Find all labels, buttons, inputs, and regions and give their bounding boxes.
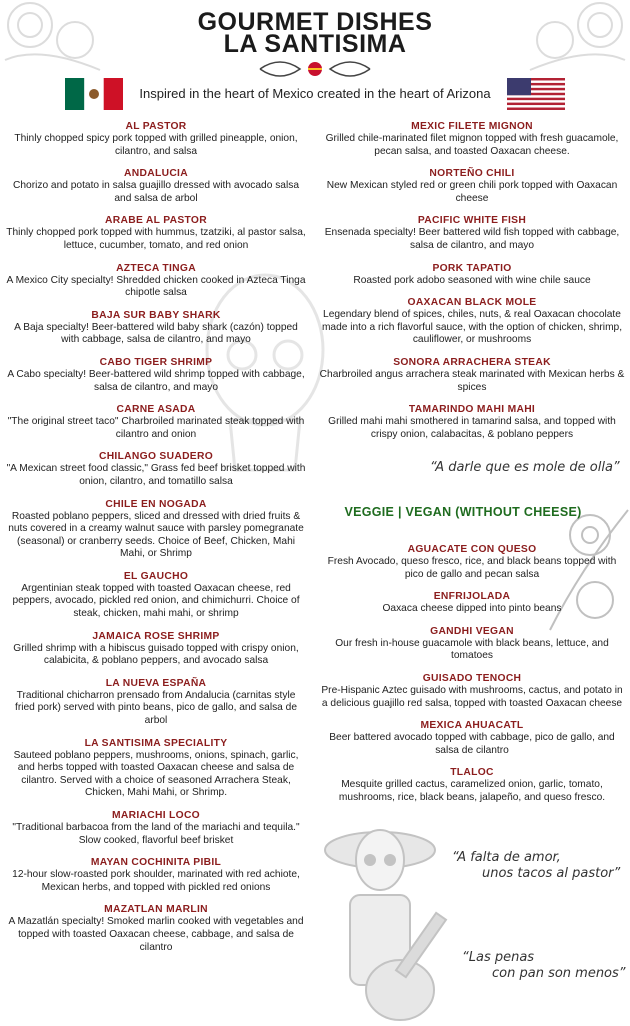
dish-description: 12-hour slow-roasted pork shoulder, marinated with red achiote, Mexican herbs, and topped with pickled red onions — [12, 869, 300, 893]
quote-amor-line1: “A falta de amor, — [452, 850, 561, 865]
dish-description: Fresh Avocado, queso fresco, rice, and black beans topped with pico de gallo and pecan salsa — [327, 556, 617, 580]
dish-description: "The original street taco" Charbroiled marinated steak topped with cilantro and onion — [7, 416, 305, 440]
dish-name: JAMAICA ROSE SHRIMP — [92, 630, 220, 642]
menu-item — [318, 296, 626, 347]
dish-description: "Traditional barbacoa from the land of the mariachi and tequila." Slow cooked, flavorful beef brisket — [12, 822, 300, 846]
menu-item — [6, 737, 306, 800]
menu-item — [6, 214, 306, 252]
dish-description: Thinly chopped pork topped with hummus, tzatziki, al pastor salsa, lettuce, cucumber, tomato, and red onion — [6, 227, 306, 251]
menu-item — [318, 120, 626, 158]
dish-description: A Mazatlán specialty! Smoked marlin cooked with vegetables and topped with toasted Oaxacan cheese, cabbage, and salsa de cilantro — [8, 916, 304, 953]
dish-name: BAJA SUR BABY SHARK — [91, 309, 221, 321]
dish-name: NORTEÑO CHILI — [429, 168, 515, 180]
quote-penas-line1: “Las penas — [462, 950, 535, 965]
veggie-items-column — [318, 543, 626, 814]
dish-name: MAZATLAN MARLIN — [104, 904, 208, 916]
dish-name: CARNE ASADA — [116, 404, 196, 416]
dish-name: CABO TIGER SHRIMP — [99, 356, 213, 368]
dish-description: Traditional chicharron prensado from Andalucia (carnitas style fried pork) served with pinto beans, pico de gallo, and salsa de arbol — [14, 689, 298, 727]
dish-description: A Mexico City specialty! Shredded chicken cooked in Azteca Tinga chipotle salsa — [6, 274, 306, 299]
menu-right-column — [318, 120, 626, 450]
menu-title-line2: LA SANTISIMA — [223, 30, 407, 58]
dish-description: Mesquite grilled cactus, caramelized onion, garlic, tomato, mushrooms, rice, black beans, jalapeño, and queso fresco. — [338, 779, 606, 803]
dish-name: EL GAUCHO — [123, 570, 189, 582]
mariachi-skeleton-guitar-icon — [320, 810, 470, 1026]
menu-left-column — [6, 120, 306, 963]
menu-item — [6, 570, 306, 621]
menu-item — [318, 766, 626, 804]
dish-name: LA SANTISIMA SPECIALITY — [84, 737, 228, 749]
dish-description: Chorizo and potato in salsa guajillo dressed with avocado salsa and salsa de arbol — [13, 180, 299, 204]
menu-item — [6, 167, 306, 205]
dish-name: PORK TAPATIO — [432, 262, 512, 274]
dish-description: Charbroiled angus arrachera steak marinated with Mexican herbs & spices — [319, 368, 625, 393]
menu-item — [6, 120, 306, 158]
menu-tagline: Inspired in the heart of Mexico created in the heart of Arizona — [139, 86, 491, 101]
dish-description: Argentinian steak topped with toasted Oaxacan cheese, red peppers, avocado, pickled red onion, and chimichurri. Choice of steak, chicken, mahi mahi, or shrimp — [12, 582, 300, 620]
dish-description: Thinly chopped spicy pork topped with grilled pineapple, onion, cilantro, and salsa — [14, 133, 298, 157]
dish-name: ENFRIJOLADA — [433, 591, 511, 603]
menu-item — [318, 356, 626, 394]
dish-name: AGUACATE CON QUESO — [407, 544, 537, 555]
dish-description: Grilled chile-marinated filet mignon topped with fresh guacamole, pecan salsa, and toasted Oaxacan cheese. — [325, 133, 619, 157]
dish-description: Pre-Hispanic Aztec guisado with mushrooms, cactus, and potato in a delicious guajillo red salsa, topped with toasted Oaxacan cheese — [321, 684, 623, 709]
menu-item — [318, 719, 626, 757]
dish-name: OAXACAN BLACK MOLE — [407, 297, 537, 309]
menu-item — [318, 625, 626, 663]
dish-description: Legendary blend of spices, chiles, nuts, & real Oaxacan chocolate made into a rich flavorful sauce, with the option of chicken, shrimp, cauliflower, or mushrooms — [321, 309, 623, 346]
dish-name: MEXIC FILETE MIGNON — [411, 121, 533, 132]
menu-item — [6, 356, 306, 394]
dish-name: PACIFIC WHITE FISH — [417, 215, 527, 227]
menu-item — [6, 262, 306, 300]
dish-name: GUISADO TENOCH — [422, 672, 522, 684]
dish-description: Beer battered avocado topped with cabbage, pico de gallo, and salsa de cilantro — [329, 732, 615, 756]
dish-description: Roasted poblano peppers, sliced and dressed with dried fruits & nuts covered in a creamy walnut sauce with parsley pomegranate (seasonal) or cranberry seeds. Choice of Beef, Chicken, Mahi Mahi, or Shrimp — [8, 510, 304, 560]
dish-description: New Mexican styled red or green chili pork topped with Oaxacan cheese — [326, 180, 618, 204]
veggie-section-title: VEGGIE | VEGAN (WITHOUT CHEESE) — [344, 505, 582, 519]
quote-penas-line2: con pan son menos” — [492, 966, 626, 981]
dish-name: CHILE EN NOGADA — [105, 498, 207, 510]
dish-name: TLALOC — [450, 767, 494, 779]
dish-name: AZTECA TINGA — [116, 262, 196, 274]
menu-item — [6, 498, 306, 561]
dish-description: Roasted pork adobo seasoned with wine chile sauce — [353, 274, 591, 286]
dish-description: A Cabo specialty! Beer-battered wild shrimp topped with cabbage, salsa de cilantro, and mayo — [7, 368, 305, 393]
quote-mole: “A darle que es mole de olla” — [430, 460, 620, 475]
menu-item — [318, 672, 626, 710]
menu-item — [318, 403, 626, 441]
dish-name: ANDALUCIA — [124, 168, 188, 180]
menu-item — [6, 403, 306, 441]
dish-name: MAYAN COCHINITA PIBIL — [90, 857, 222, 869]
menu-header — [0, 0, 630, 120]
dish-name: TAMARINDO MAHI MAHI — [408, 404, 536, 416]
menu-item — [318, 262, 626, 288]
dish-description: A Baja specialty! Beer-battered wild baby shark (cazón) topped with cabbage, salsa de cilantro, and mayo — [14, 321, 298, 346]
menu-item — [318, 214, 626, 252]
menu-item — [6, 630, 306, 668]
menu-item — [6, 856, 306, 894]
menu-item — [318, 543, 626, 581]
dish-description: Sauteed poblano peppers, mushrooms, onions, spinach, garlic, and herbs topped with toasted Oaxacan cheese and salsa de cilantro. Served with a choice of seasoned Arrachera Steak, Chicken, Mahi Mahi, or Shrimp. — [13, 749, 299, 799]
dish-name: CHILANGO SUADERO — [98, 451, 214, 463]
dish-description: Our fresh in-house guacamole with black beans, lettuce, and tomatoes — [335, 637, 609, 662]
dish-name: MARIACHI LOCO — [112, 810, 200, 821]
dish-name: GANDHI VEGAN — [430, 625, 514, 637]
dish-description: Ensenada specialty! Beer battered wild fish topped with cabbage, salsa de cilantro, and mayo — [324, 227, 620, 251]
menu-item — [6, 809, 306, 847]
menu-item — [318, 590, 626, 616]
menu-item — [318, 167, 626, 205]
dish-description: Grilled mahi mahi smothered in tamarind salsa, and topped with crispy onion, calabacitas, & poblano peppers — [328, 416, 616, 440]
usa-flag-icon — [507, 78, 565, 110]
quote-amor-line2: unos tacos al pastor” — [482, 866, 621, 881]
dish-description: Grilled shrimp with a hibiscus guisado topped with crispy onion, calabicita, & poblano peppers, and avocado salsa — [13, 642, 299, 667]
dish-name: MEXICA AHUACATL — [420, 720, 524, 732]
menu-item — [6, 309, 306, 347]
menu-title-line1: GOURMET DISHES — [197, 8, 433, 36]
menu-item — [6, 677, 306, 728]
dish-name: AL PASTOR — [125, 121, 187, 132]
ornament-swirl-icon — [255, 55, 375, 83]
menu-item — [6, 903, 306, 954]
dish-description: "A Mexican street food classic," Grass fed beef brisket topped with onion, cilantro, and tomatillo salsa — [6, 463, 306, 487]
dish-name: LA NUEVA ESPAÑA — [105, 677, 207, 689]
dish-name: ARABE AL PASTOR — [105, 215, 207, 227]
menu-item — [6, 450, 306, 488]
dish-name: SONORA ARRACHERA STEAK — [393, 356, 551, 368]
dish-description: Oaxaca cheese dipped into pinto beans — [382, 603, 562, 615]
